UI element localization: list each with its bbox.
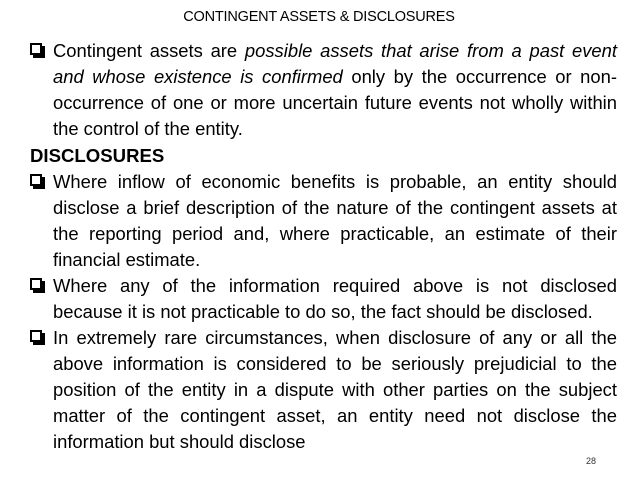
checkbox-square-icon (30, 174, 42, 186)
bullet-disclosure-3 (31, 325, 617, 455)
checkbox-square-icon (30, 278, 42, 290)
bullet-disclosure-1 (31, 169, 617, 273)
checkbox-square-icon (30, 43, 42, 55)
para1-pre: Contingent assets are (53, 40, 245, 61)
bullet-contingent-assets (31, 38, 617, 142)
checkbox-square-icon (30, 330, 42, 342)
para1-post: only by the occurrence or non-occurrence of one or more uncertain future events not wholly within the control of the entity. (53, 66, 617, 139)
slide-body (31, 38, 617, 455)
slide-title: CONTINGENT ASSETS & DISCLOSURES (183, 9, 455, 25)
bullet-text: Where inflow of economic benefits is probable, an entity should disclose a brief description of the nature of the contingent assets at the reporting period and, where practicable, an estimate of their financial estimate. (53, 171, 617, 270)
bullet-text: In extremely rare circumstances, when disclosure of any or all the above information is considered to be seriously prejudicial to the position of the entity in a dispute with other parties on the subject matter of the contingent asset, an entity need not disclose the information but should disclose (53, 327, 617, 452)
section-heading: DISCLOSURES (30, 145, 165, 166)
bullet-disclosure-2 (31, 273, 617, 325)
para1-emphasis: possible assets that arise from a past event and whose existence is confirmed (53, 40, 617, 87)
slide-number: 28 (586, 456, 597, 466)
bullet-text: Where any of the information required above is not disclosed because it is not practicable to do so, the fact should be disclosed. (53, 275, 617, 322)
